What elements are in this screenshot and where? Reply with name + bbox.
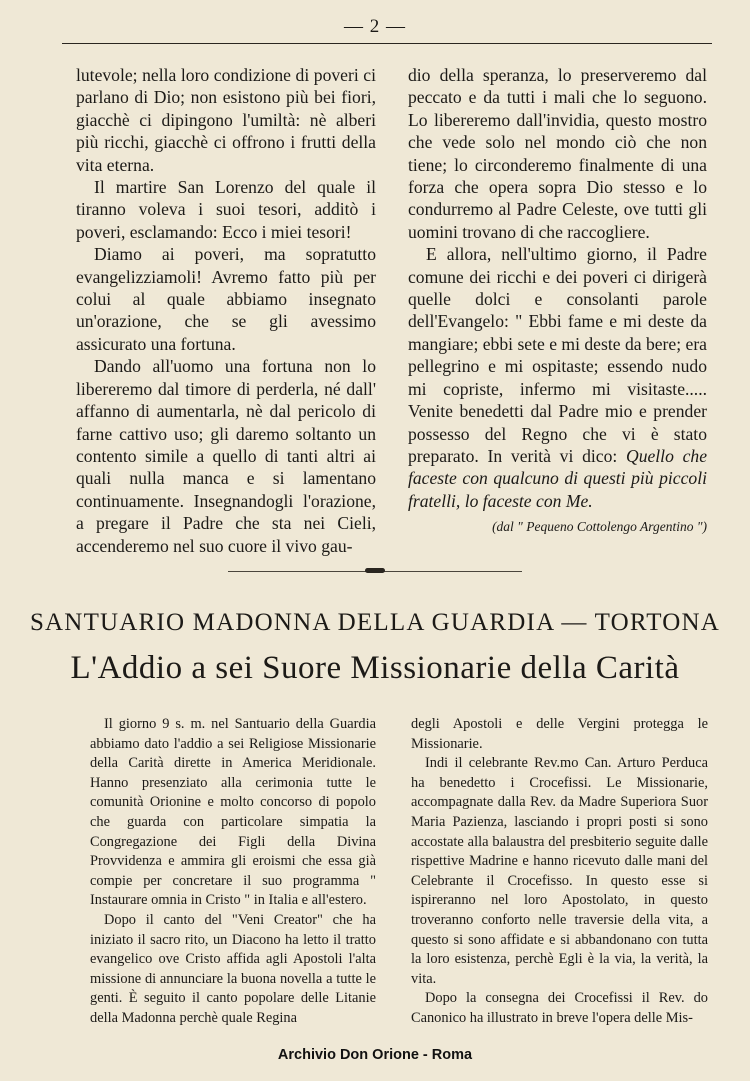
divider-ornament bbox=[360, 566, 390, 574]
paragraph: Diamo ai poveri, ma sopratutto evangelizziamoli! Avremo fatto più per colui al quale abbiamo insegnato un'orazione, che se gli avessimo assicurato una fortuna. bbox=[76, 244, 376, 354]
paragraph: Il giorno 9 s. m. nel Santuario della Guardia abbiamo dato l'addio a sei Religiose Missionarie della Carità dirette in America Meridionale. Hanno presenziato alla cerimonia tutte le comunità Orionine e molto concorso di popolo che guarda con particolare simpatia la Congregazione dei Figli della Divina Provvidenza e ammira gli eroismi che essa già compie per concretare il suo programma " Instaurare omnia in Cristo " in Italia e all'estero. bbox=[90, 716, 376, 909]
header-rule bbox=[62, 43, 712, 44]
paragraph-text: E allora, nell'ultimo giorno, il Padre comune dei ricchi e dei poveri ci dirigerà quelle dolci e consolanti parole dell'Evangelo: " Ebbi fame e mi deste da mangiare; ebbi sete e mi deste da bere; era pellegrino e mi ospitaste; essendo nudo mi copriste, infermo mi visitaste..... Venite benedetti dal Padre mio e prender possesso del Regno che vi è stato preparato. In verità vi dico: bbox=[408, 244, 707, 466]
paragraph bbox=[408, 243, 707, 512]
paragraph: lutevole; nella loro condizione di poveri ci parlano di Dio; non esistono più bei fiori, giacchè ci dipingono l'umiltà: nè alberi più ricchi, giacchè ci offrono i frutti della vita eterna. bbox=[76, 65, 376, 175]
article-top-right-column bbox=[408, 64, 707, 539]
paragraph: Dopo la consegna dei Crocefissi il Rev. do Canonico ha illustrato in breve l'opera delle Mis- bbox=[411, 990, 708, 1026]
archive-footer: Archivio Don Orione - Roma bbox=[277, 1047, 473, 1063]
paragraph: dio della speranza, lo preserveremo dal peccato e da tutti i mali che lo seguono. Lo libereremo dall'invidia, questo mostro che vede solo nel mondo ciò che non tiene; lo circonderemo finalmente di una forza che opera sopra Dio stesso e lo condurremo al Padre Celeste, ove tutti gli uomini trovano di che raccogliere. bbox=[408, 65, 707, 242]
section-title: SANTUARIO MADONNA DELLA GUARDIA — TORTONA bbox=[29, 609, 721, 636]
paragraph: degli Apostoli e delle Vergini protegga le Missionarie. bbox=[411, 716, 708, 752]
paragraph: Dando all'uomo una fortuna non lo libereremo dal timore di perderla, né dall' affanno di aumentarla, nè dal pericolo di farne cattivo uso; gli daremo soltanto un contento simile a quello di tanti altri ai quali nulla manca e si lamentano continuamente. Insegnandogli l'orazione, a pregare il Padre che sta nei Cieli, accenderemo nel suo cuore il vivo gau- bbox=[76, 356, 376, 556]
paragraph: Il martire San Lorenzo del quale il tiranno voleva i suoi tesori, additò i poveri, esclamando: Ecco i miei tesori! bbox=[76, 177, 376, 242]
source-citation: (dal " Pequeno Cottolengo Argentino ") bbox=[492, 519, 707, 535]
italic-quote: Quello che faceste con qualcuno di questi più piccoli fratelli, lo faceste con Me. bbox=[408, 445, 707, 511]
article-bottom-left-column bbox=[90, 715, 376, 1029]
paragraph: Indi il celebrante Rev.mo Can. Arturo Perduca ha benedetto i Crocefissi. Le Missionarie, accompagnate dalla Rev. da Madre Superiora Suor Maria Pazienza, lasciando i propri posti si sono accostate alla balaustra del presbiterio seguite dalle rispettive Madrine e hanno ricevuto dalle mani del Celebrante il Crocefisso. In questo esse si ispireranno nel loro Apostolato, in questo troveranno conforto nelle traversie della vita, a questo si sono affidate e si abbandonano con tutta la loro esistenza, perchè Egli è la via, la verità, la vita. bbox=[411, 755, 708, 987]
article-bottom-right-column bbox=[411, 715, 708, 1029]
page-number: — 2 — bbox=[0, 16, 750, 38]
paragraph: Dopo il canto del "Veni Creator" che ha iniziato il sacro rito, un Diacono ha letto il tratto evangelico ove Cristo affida agli Apostoli l'alta missione di annunciare la buona novella a tutte le genti. È seguito il canto popolare delle Litanie della Madonna perchè quale Regina bbox=[90, 911, 376, 1026]
article-top-left-column bbox=[76, 64, 376, 557]
article-title: L'Addio a sei Suore Missionarie della Carità bbox=[70, 650, 680, 686]
